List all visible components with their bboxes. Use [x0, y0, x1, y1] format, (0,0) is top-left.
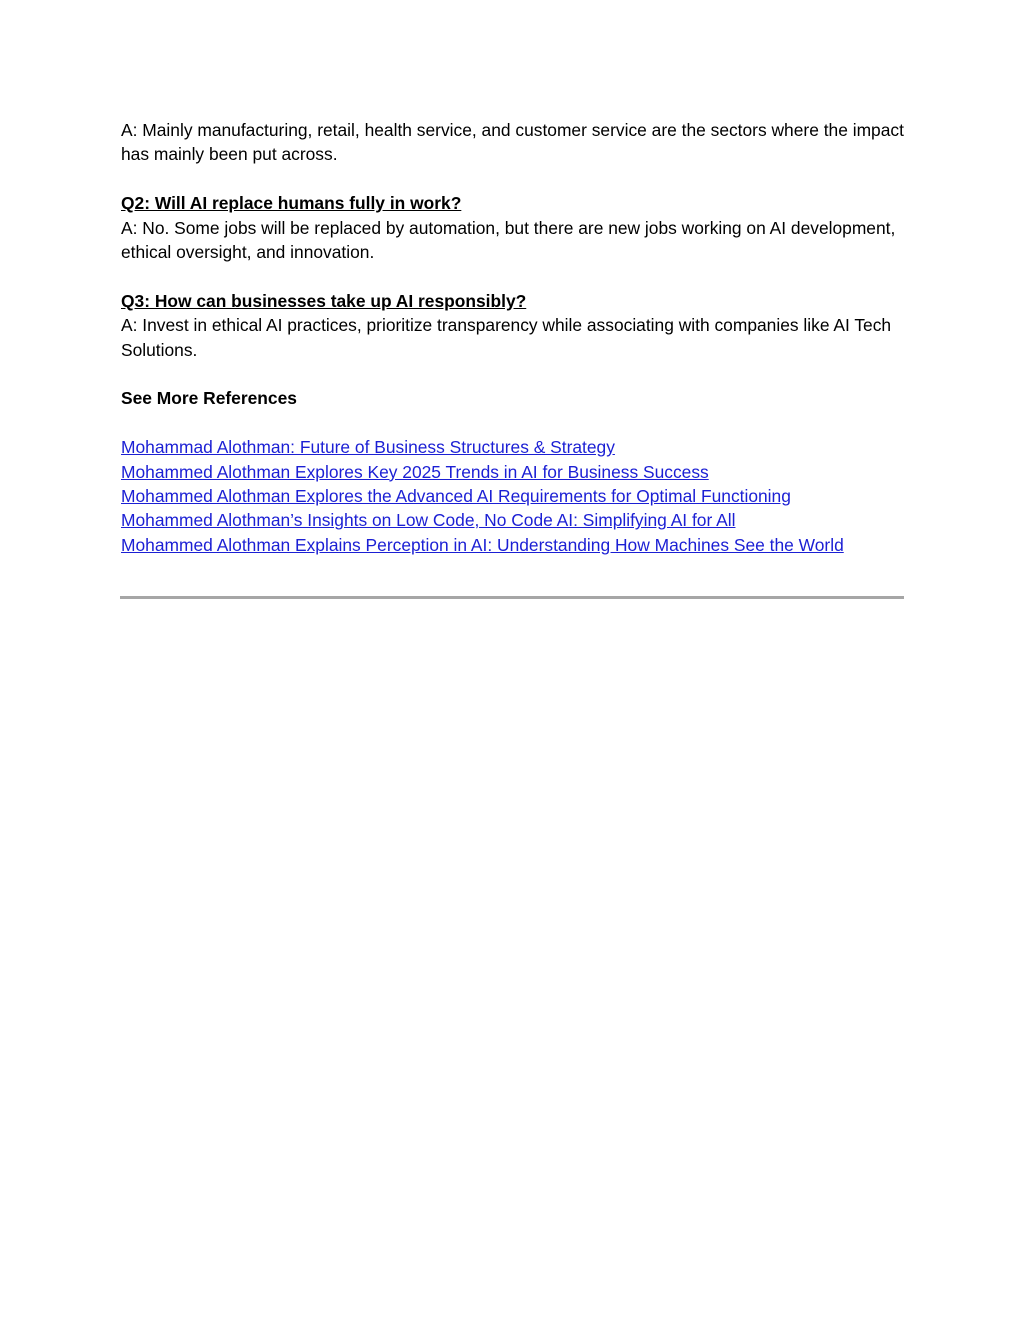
faq-answer-3: A: Invest in ethical AI practices, prioritize transparency while associating with companies like AI Tech Solutions.: [121, 315, 892, 360]
references-list: [121, 435, 911, 557]
faq-answer-1-block: [121, 118, 911, 167]
faq-question-3: Q3: How can businesses take up AI responsibly?: [121, 290, 527, 311]
document-body: [121, 118, 911, 557]
reference-link-3[interactable]: Mohammed Alothman Explores the Advanced AI Requirements for Optimal Functioning: [121, 486, 791, 507]
reference-link-5[interactable]: Mohammed Alothman Explains Perception in AI: Understanding How Machines See the World: [121, 534, 844, 555]
horizontal-divider: [120, 596, 904, 599]
reference-link-1[interactable]: Mohammad Alothman: Future of Business Structures & Strategy: [121, 437, 615, 458]
references-heading: See More References: [121, 388, 297, 409]
reference-link-2[interactable]: Mohammed Alothman Explores Key 2025 Trends in AI for Business Success: [121, 461, 709, 482]
faq-q2-block: [121, 191, 911, 264]
faq-q3-block: [121, 289, 911, 362]
faq-answer-2: A: No. Some jobs will be replaced by automation, but there are new jobs working on AI development, ethical oversight, and innovation.: [121, 217, 896, 263]
faq-answer-1: A: Mainly manufacturing, retail, health service, and customer service are the sectors where the impact has mainly been put across.: [121, 120, 904, 165]
faq-question-2: Q2: Will AI replace humans fully in work?: [121, 193, 462, 214]
reference-link-4[interactable]: Mohammed Alothman’s Insights on Low Code, No Code AI: Simplifying AI for All: [121, 510, 736, 531]
